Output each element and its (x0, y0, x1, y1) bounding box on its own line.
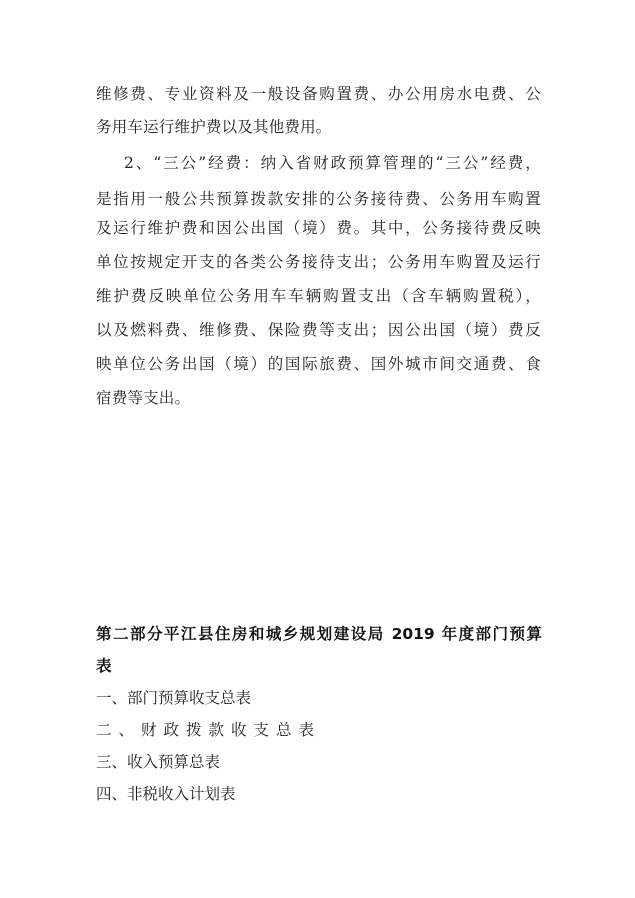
body-line: 以及燃料费、维修费、保险费等支出；因公出国（境）费反 (96, 321, 541, 339)
toc-item: 四、非税收入计划表 (96, 785, 236, 803)
section-title: 第二部分平江县住房和城乡规划建设局 2019 年度部门预算 (96, 625, 542, 643)
toc-item: 一、部门预算收支总表 (96, 689, 252, 707)
body-line: 维护费反映单位公务用车车辆购置支出（含车辆购置税）， (96, 287, 541, 305)
toc-item: 二、财政拨款收支总表 (96, 721, 322, 739)
section-title-continued: 表 (96, 657, 112, 675)
body-line: 2、“三公”经费：纳入省财政预算管理的“三公”经费， (124, 154, 541, 172)
body-line: 务用车运行维护费以及其他费用。 (96, 118, 332, 136)
body-line: 宿费等支出。 (96, 389, 191, 407)
body-line: 映单位公务出国（境）的国际旅费、国外城市间交通费、食 (96, 355, 541, 373)
body-line: 及运行维护费和因公出国（境）费。其中，公务接待费反映 (96, 219, 541, 237)
body-line: 是指用一般公共预算拨款安排的公务接待费、公务用车购置 (96, 190, 541, 208)
body-line: 维修费、专业资料及一般设备购置费、办公用房水电费、公 (96, 85, 541, 103)
body-line: 单位按规定开支的各类公务接待支出；公务用车购置及运行 (96, 253, 541, 271)
toc-item: 三、收入预算总表 (96, 753, 221, 771)
